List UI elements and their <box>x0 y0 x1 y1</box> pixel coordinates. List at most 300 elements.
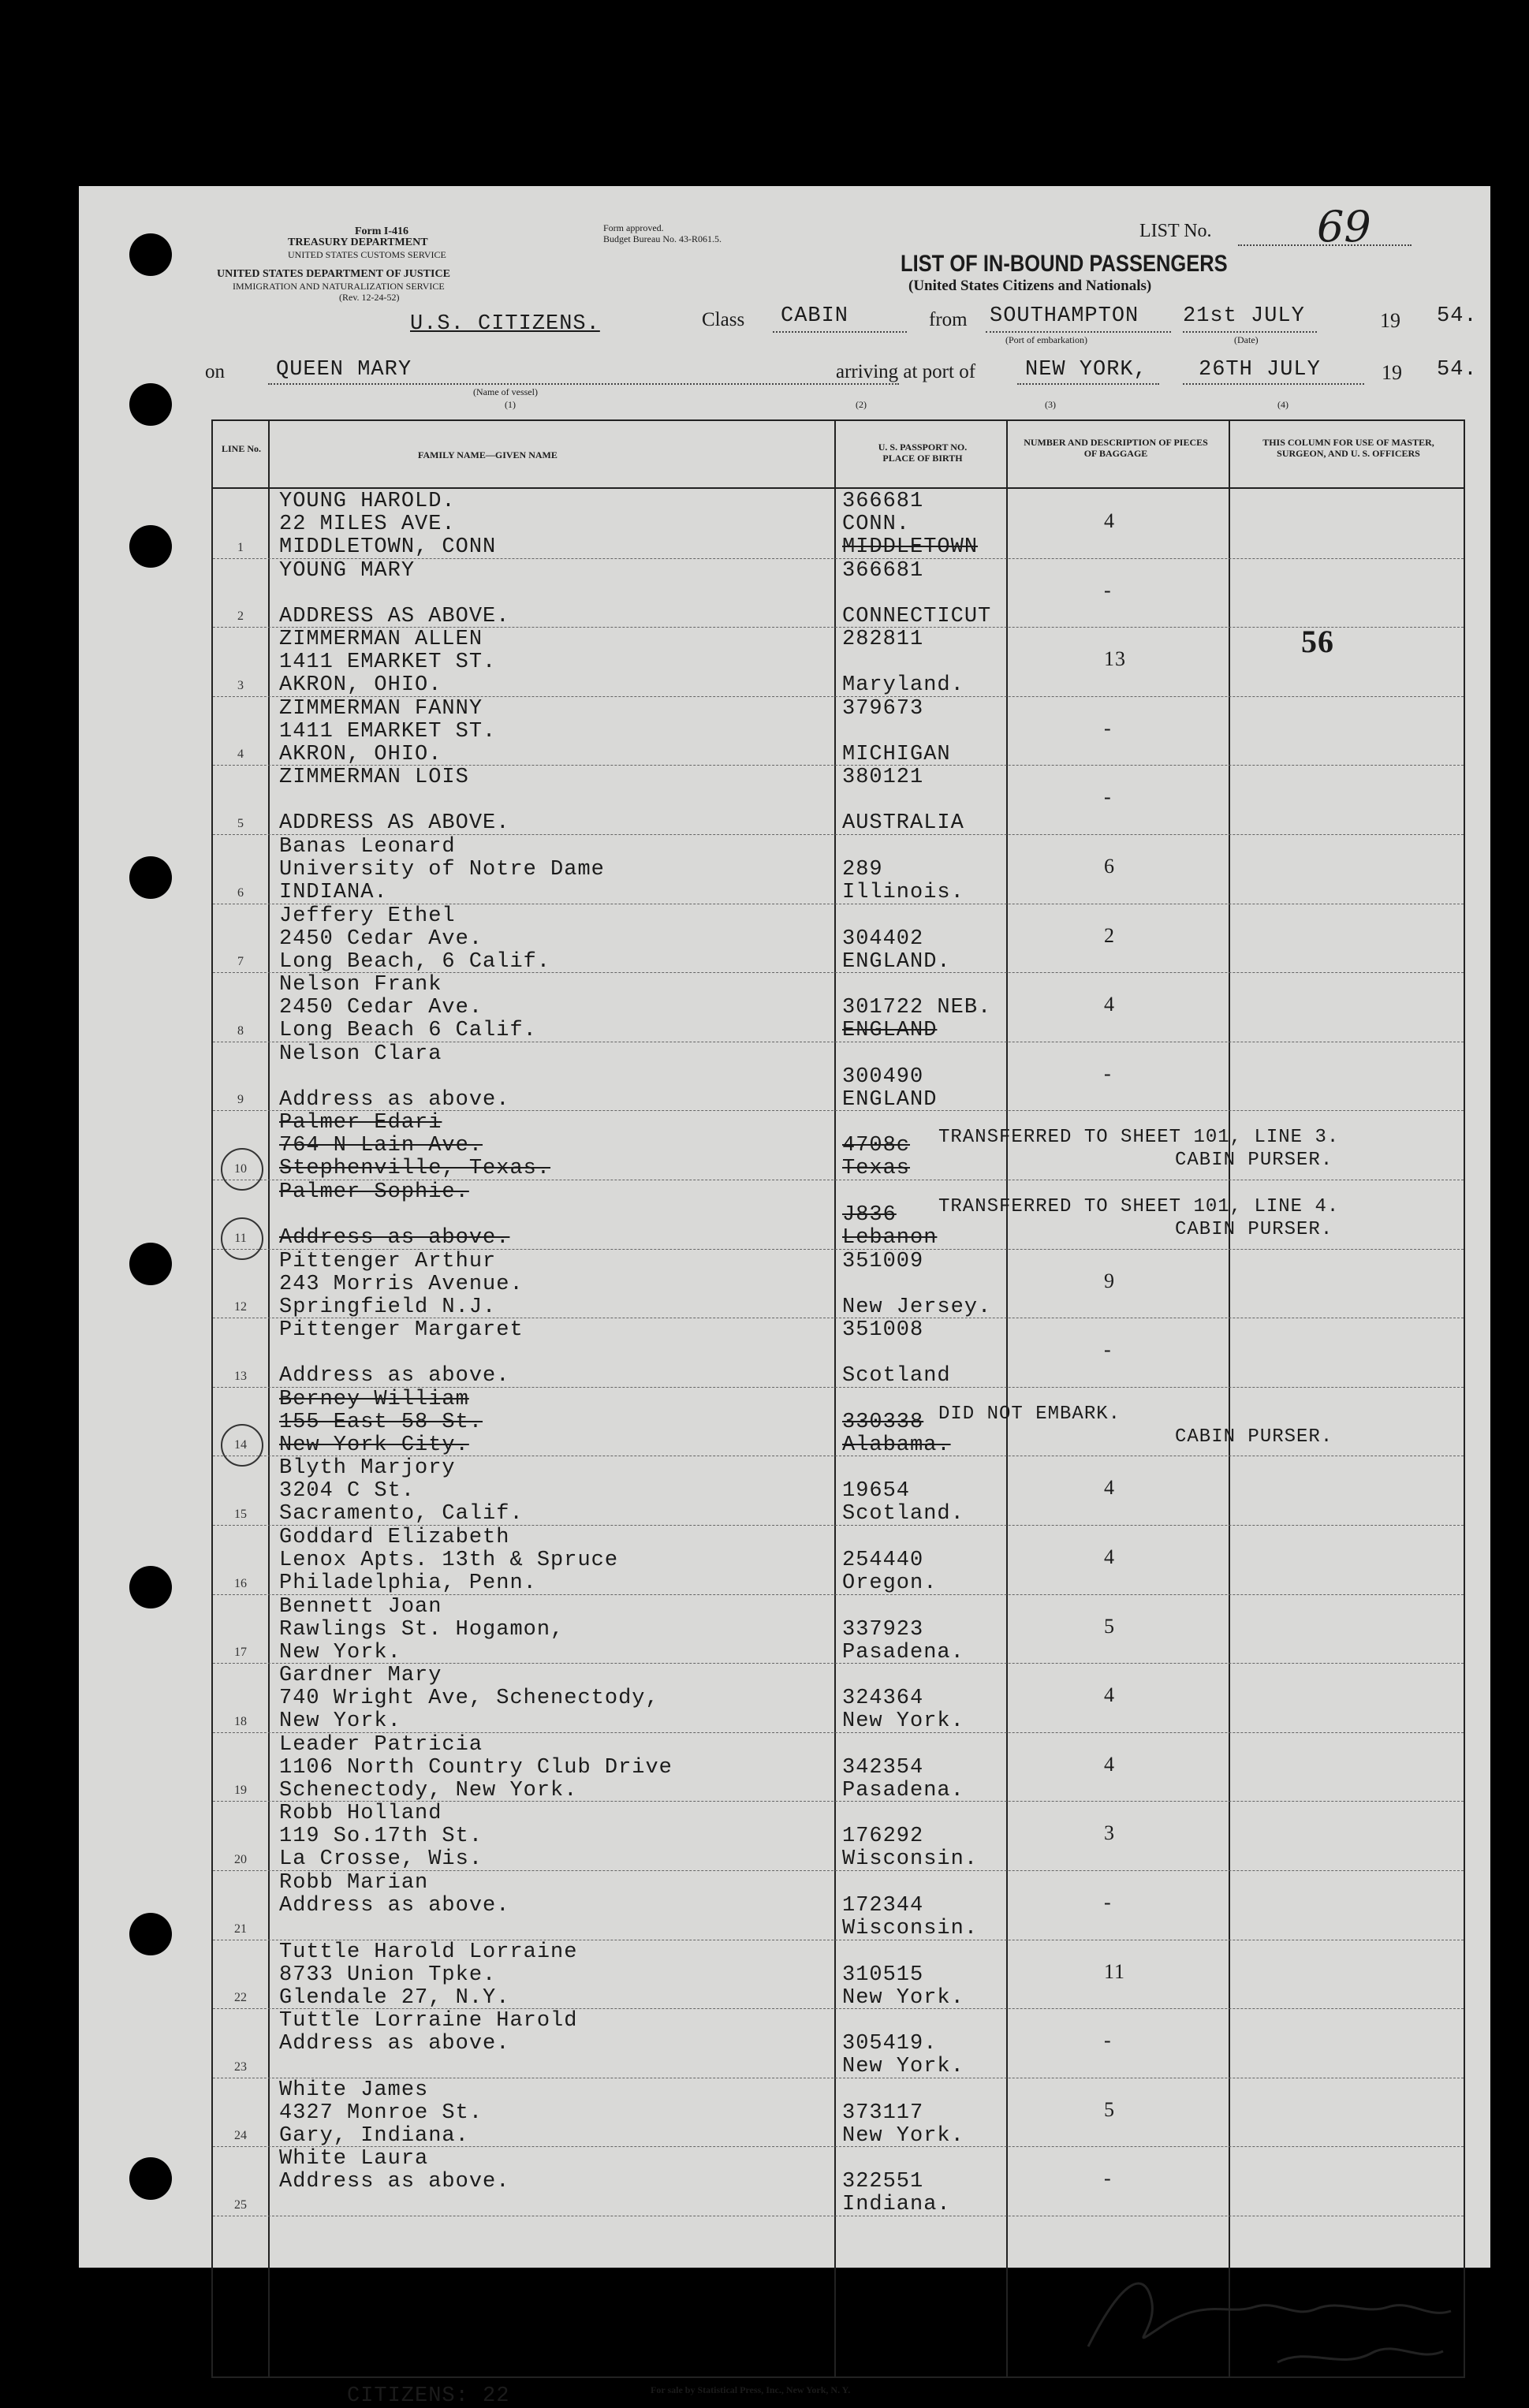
passport-line: 373117 <box>842 2100 924 2125</box>
passenger-entry-line: Banas Leonard <box>279 835 456 859</box>
passenger-entry-line <box>279 1204 509 1227</box>
line-number: 5 <box>237 816 244 830</box>
passport-birthplace <box>842 1043 937 1112</box>
port-embark-caption: (Port of embarkation) <box>1005 334 1087 345</box>
passenger-entry <box>279 1112 550 1180</box>
passport-line: 304402 <box>842 926 924 951</box>
table-row <box>213 1525 1464 1595</box>
passport-line: AUSTRALIA <box>842 811 964 836</box>
table-row <box>213 1387 1464 1457</box>
col-officers: THIS COLUMN FOR USE OF MASTER, SURGEON, AND U. S. OFFICERS <box>1262 437 1434 459</box>
vessel-caption: (Name of vessel) <box>473 386 538 397</box>
passenger-entry-line: 3204 C St. <box>279 1479 416 1504</box>
baggage-count: 11 <box>1104 1959 1126 1983</box>
passenger-entry-line: ZIMMERMAN ALLEN <box>279 628 483 652</box>
on-label: on <box>205 361 225 382</box>
caption-n1: (1) <box>505 399 516 410</box>
punch-hole <box>129 1243 172 1285</box>
passenger-entry-line: White James <box>279 2078 429 2102</box>
baggage-count: 5 <box>1104 1614 1115 1638</box>
passenger-entry-line: 8733 Union Tpke. <box>279 1963 497 1987</box>
line-number: 2 <box>237 609 244 624</box>
passenger-entry-line: INDIANA. <box>279 881 388 904</box>
table-row <box>213 1663 1464 1733</box>
class-value: CABIN <box>781 304 849 328</box>
line-number: 24 <box>234 2129 247 2143</box>
passport-line <box>842 1526 937 1549</box>
line-number: 19 <box>234 1784 247 1798</box>
passenger-entry-line <box>279 789 509 812</box>
passport-line <box>842 721 951 744</box>
passenger-entry <box>279 1872 509 1940</box>
budget-bureau: Budget Bureau No. 43-R061.5. <box>603 233 722 244</box>
passport-line: 380121 <box>842 766 924 790</box>
passenger-entry <box>279 1181 509 1250</box>
table-row <box>213 1594 1464 1664</box>
line-number: 23 <box>234 2059 247 2074</box>
caption-n2: (2) <box>856 399 867 410</box>
passenger-entry <box>279 905 550 974</box>
passenger-entry <box>279 2079 483 2148</box>
passenger-entry-line: Glendale 27, N.Y. <box>279 1985 510 2010</box>
passenger-entry-line: Stephenville, Texas. <box>279 1157 551 1181</box>
passport-line <box>842 1802 978 1825</box>
passenger-entry-line: Jeffery Ethel <box>279 904 456 928</box>
baggage-count: - <box>1104 1338 1112 1362</box>
passenger-entry <box>279 1457 524 1526</box>
passenger-entry <box>279 1526 618 1595</box>
passenger-table <box>211 419 1465 2378</box>
punch-hole <box>129 1913 172 1955</box>
dept-treasury: TREASURY DEPARTMENT <box>288 237 428 248</box>
passport-line: 282811 <box>842 628 924 652</box>
passport-line <box>842 1181 937 1204</box>
table-row <box>213 2146 1464 2216</box>
line-number: 1 <box>237 540 244 554</box>
passport-line: 322551 <box>842 2170 924 2194</box>
passport-line <box>842 1043 937 1066</box>
line-number: 15 <box>234 1507 247 1521</box>
passenger-entry-line: Sacramento, Calif. <box>279 1502 524 1526</box>
baggage-count: - <box>1104 785 1112 809</box>
passport-line: New Jersey. <box>842 1295 992 1319</box>
line-number: 14 <box>234 1438 247 1452</box>
passport-line <box>842 1389 951 1411</box>
baggage-count: 4 <box>1104 1752 1115 1776</box>
table-row <box>213 696 1464 766</box>
passenger-entry-line: AKRON, OHIO. <box>279 673 442 698</box>
line-number: 9 <box>237 1093 244 1107</box>
punch-hole <box>129 383 172 426</box>
officer-note: TRANSFERRED TO SHEET 101, LINE 3. CABIN PURSER. <box>938 1127 1340 1172</box>
passenger-entry-line: ADDRESS AS ABOVE. <box>279 604 510 628</box>
dept-justice: UNITED STATES DEPARTMENT OF JUSTICE <box>217 268 450 280</box>
passenger-entry-line: New York City. <box>279 1433 469 1457</box>
baggage-count: - <box>1104 1061 1112 1085</box>
passport-line: 172344 <box>842 1894 924 1918</box>
passport-birthplace <box>842 628 964 697</box>
passport-line: MIDDLETOWN <box>842 535 979 559</box>
line-number: 6 <box>237 885 244 900</box>
passport-line: 324364 <box>842 1687 924 1711</box>
passenger-entry-line: Philadelphia, Penn. <box>279 1571 537 1595</box>
passenger-entry-line: La Crosse, Wis. <box>279 1847 483 1872</box>
passport-line <box>842 789 964 812</box>
list-no-label: LIST No. <box>1139 221 1212 241</box>
vessel-name: QUEEN MARY <box>276 358 412 382</box>
passport-birthplace <box>842 2010 964 2078</box>
baggage-count: 4 <box>1104 509 1115 532</box>
passport-line <box>842 2079 964 2102</box>
passenger-entry-line: Pittenger Margaret <box>279 1318 524 1343</box>
table-row <box>213 1110 1464 1180</box>
dept-customs: UNITED STATES CUSTOMS SERVICE <box>288 249 446 260</box>
table-row <box>213 1318 1464 1388</box>
line-number: 25 <box>234 2197 247 2212</box>
passport-line <box>842 1273 991 1296</box>
passenger-entry-line: Long Beach 6 Calif. <box>279 1019 537 1043</box>
line-number: 4 <box>237 747 244 762</box>
passport-line: ENGLAND <box>842 1019 938 1043</box>
passport-line: 366681 <box>842 490 924 513</box>
baggage-count: 4 <box>1104 993 1115 1016</box>
passenger-entry-line: Nelson Frank <box>279 973 442 997</box>
passenger-entry-line: Long Beach, 6 Calif. <box>279 949 551 974</box>
passenger-entry <box>279 2148 509 2216</box>
passport-line: CONNECTICUT <box>842 604 992 628</box>
punch-hole <box>129 525 172 568</box>
passenger-entry <box>279 1941 577 2010</box>
baggage-count: 6 <box>1104 855 1115 878</box>
table-row <box>213 558 1464 628</box>
passport-line: 305419. <box>842 2032 938 2056</box>
line-number: 16 <box>234 1576 247 1590</box>
passenger-entry-line: 2450 Cedar Ave. <box>279 996 483 1020</box>
passport-line: ENGLAND <box>842 1087 938 1112</box>
passport-birthplace <box>842 1389 951 1457</box>
table-row <box>213 1870 1464 1940</box>
passenger-entry-line: Rawlings St. Hogamon, <box>279 1617 565 1642</box>
passenger-entry <box>279 1734 673 1802</box>
baggage-count: - <box>1104 2167 1112 2190</box>
passport-line <box>842 2148 951 2171</box>
from-label: from <box>929 309 968 330</box>
passport-line: 366681 <box>842 558 924 583</box>
passenger-entry-line: Pittenger Arthur <box>279 1249 497 1273</box>
passenger-entry-line <box>279 2056 577 2078</box>
passenger-entry <box>279 1802 483 1871</box>
passenger-entry-line: 243 Morris Avenue. <box>279 1272 524 1296</box>
passport-line: Alabama. <box>842 1433 951 1457</box>
passenger-entry-line: New York. <box>279 1709 401 1734</box>
passport-line <box>842 1734 964 1757</box>
table-row <box>213 1042 1464 1112</box>
table-row <box>213 972 1464 1042</box>
passenger-entry-line: 1411 EMARKET ST. <box>279 650 497 675</box>
passport-line: 4708c <box>842 1134 911 1158</box>
baggage-count: 2 <box>1104 923 1115 947</box>
table-row <box>213 834 1464 904</box>
passenger-entry <box>279 1043 509 1112</box>
passenger-entry-line: Address as above. <box>279 2032 510 2056</box>
table-row <box>213 624 1464 698</box>
baggage-count: - <box>1104 1891 1112 1914</box>
line-number: 20 <box>234 1852 247 1866</box>
passenger-entry-line: Palmer Edari <box>279 1111 442 1135</box>
passport-line <box>842 974 991 997</box>
passport-line: 310515 <box>842 1963 924 1987</box>
passenger-entry-line: MIDDLETOWN, CONN <box>279 535 497 559</box>
passport-line: 254440 <box>842 1549 924 1572</box>
passenger-entry-line: Address as above. <box>279 2170 510 2194</box>
table-row <box>213 904 1464 974</box>
line-number: 22 <box>234 1991 247 2005</box>
baggage-count: 4 <box>1104 1683 1115 1707</box>
passport-line: 330338 <box>842 1410 924 1434</box>
passport-line <box>842 651 964 674</box>
passenger-entry-line: Tuttle Harold Lorraine <box>279 1940 578 1964</box>
passport-line <box>842 836 964 859</box>
passport-birthplace <box>842 560 991 628</box>
passport-line <box>842 1941 964 1964</box>
form-rev: (Rev. 12-24-52) <box>339 292 400 303</box>
passport-birthplace <box>842 2079 964 2148</box>
passport-line: 301722 NEB. <box>842 996 992 1020</box>
passenger-entry-line: Leader Patricia <box>279 1732 483 1757</box>
passport-line: 351009 <box>842 1249 924 1273</box>
line-number: 21 <box>234 1922 247 1936</box>
passport-line: Scotland. <box>842 1502 964 1526</box>
passport-line: Lebanon <box>842 1226 938 1250</box>
passenger-entry-line: University of Notre Dame <box>279 858 605 882</box>
class-label: Class <box>702 309 745 330</box>
year-1: 54. <box>1437 304 1478 328</box>
passport-line: 19654 <box>842 1479 911 1504</box>
baggage-count: 4 <box>1104 1545 1115 1568</box>
passport-line: CONN. <box>842 513 911 536</box>
passport-birthplace <box>842 766 964 835</box>
passport-birthplace <box>842 490 978 559</box>
passport-line: MICHIGAN <box>842 742 951 766</box>
passenger-entry-line: YOUNG HAROLD. <box>279 490 456 513</box>
passenger-entry <box>279 1251 524 1319</box>
caption-n3: (3) <box>1045 399 1056 410</box>
table-row <box>213 489 1464 559</box>
depart-date: 21st JULY <box>1183 304 1305 328</box>
passport-line: 342354 <box>842 1755 924 1780</box>
passport-birthplace <box>842 905 951 974</box>
passport-line: Oregon. <box>842 1571 938 1595</box>
passenger-entry-line: White Laura <box>279 2147 429 2171</box>
line-number: 12 <box>234 1300 247 1314</box>
col-name: FAMILY NAME—GIVEN NAME <box>418 449 558 460</box>
passport-line: New York. <box>842 2123 964 2148</box>
baggage-count: 13 <box>1104 647 1126 671</box>
year-prefix-1: 19 <box>1380 309 1400 332</box>
passenger-entry-line: Address as above. <box>279 1364 510 1389</box>
passport-line <box>842 1664 964 1687</box>
passport-birthplace <box>842 1526 937 1595</box>
passport-line: Scotland <box>842 1364 951 1389</box>
passport-line: Wisconsin. <box>842 1847 979 1872</box>
baggage-count: 5 <box>1104 2097 1115 2121</box>
passenger-entry <box>279 1319 524 1388</box>
baggage-count: 4 <box>1104 1476 1115 1500</box>
passport-line: J836 <box>842 1203 897 1227</box>
passenger-entry <box>279 698 496 766</box>
passenger-entry <box>279 1596 564 1664</box>
passport-birthplace <box>842 1872 978 1940</box>
passport-line: Pasadena. <box>842 1640 964 1664</box>
table-row <box>213 765 1464 835</box>
passport-line: 337923 <box>842 1617 924 1642</box>
form-subtitle: (United States Citizens and Nationals) <box>908 278 1152 294</box>
baggage-count: - <box>1104 2029 1112 2052</box>
passport-birthplace <box>842 1457 964 1526</box>
passport-line <box>842 1457 964 1480</box>
manifest-sheet <box>79 186 1490 2408</box>
passenger-entry <box>279 836 605 904</box>
passport-birthplace <box>842 974 991 1042</box>
passenger-entry-line: Address as above. <box>279 1087 510 1112</box>
line-number: 8 <box>237 1023 244 1038</box>
printer-note: For sale by Statistical Press, Inc., New York, N. Y. <box>651 2384 851 2395</box>
passenger-entry <box>279 1389 483 1457</box>
passport-line <box>842 2010 964 2033</box>
officer-note: DID NOT EMBARK. CABIN PURSER. <box>938 1403 1333 1448</box>
year-2: 54. <box>1437 358 1478 382</box>
form-approved: Form approved. <box>603 222 664 233</box>
list-no: 69 <box>1317 202 1371 252</box>
passenger-entry-line: Robb Marian <box>279 1871 429 1895</box>
passenger-entry-line: 2450 Cedar Ave. <box>279 926 483 951</box>
passport-line: ENGLAND. <box>842 949 951 974</box>
passenger-entry-line: Schenectody, New York. <box>279 1778 578 1802</box>
passenger-entry <box>279 490 496 559</box>
col-line-no: LINE No. <box>221 443 261 454</box>
table-row <box>213 1456 1464 1526</box>
passenger-entry-line: Lenox Apts. 13th & Spruce <box>279 1549 619 1572</box>
passport-line: 379673 <box>842 696 924 721</box>
citizens-count: CITIZENS: 22 <box>347 2384 510 2408</box>
passport-line: 300490 <box>842 1064 924 1089</box>
passport-line <box>842 905 951 928</box>
col-passport: U. S. PASSPORT NO. PLACE OF BIRTH <box>878 442 968 464</box>
passport-line: New York. <box>842 1985 964 2010</box>
passport-birthplace <box>842 1941 964 2010</box>
baggage-count: - <box>1104 578 1112 602</box>
punch-hole <box>129 233 172 276</box>
passenger-entry <box>279 2010 577 2078</box>
passport-birthplace <box>842 2148 951 2216</box>
baggage-count: 9 <box>1104 1269 1115 1292</box>
passport-line <box>842 583 991 606</box>
passenger-entry-line: Goddard Elizabeth <box>279 1526 510 1549</box>
passport-line: Wisconsin. <box>842 1917 979 1940</box>
passport-line: 351008 <box>842 1318 924 1343</box>
passenger-entry <box>279 974 537 1042</box>
passport-line: Pasadena. <box>842 1778 964 1802</box>
arriving-label: arriving at port of <box>836 361 976 382</box>
passenger-entry-line <box>279 1066 509 1089</box>
passenger-entry-line <box>279 583 509 606</box>
passenger-entry-line <box>279 1342 524 1365</box>
passport-line: Illinois. <box>842 881 964 904</box>
form-title: LIST OF IN-BOUND PASSENGERS <box>901 251 1228 277</box>
passenger-entry-line: 764 N Lain Ave. <box>279 1134 483 1158</box>
passenger-entry <box>279 628 496 697</box>
date-caption: (Date) <box>1234 334 1259 345</box>
line-number: 18 <box>234 1714 247 1728</box>
passenger-entry-line <box>279 1918 509 1940</box>
passenger-entry-line: Palmer Sophie. <box>279 1180 469 1204</box>
punch-hole <box>129 1566 172 1608</box>
passenger-entry-line: AKRON, OHIO. <box>279 742 442 766</box>
passport-birthplace <box>842 1181 937 1250</box>
citizens-heading: U.S. CITIZENS. <box>410 312 600 336</box>
passenger-entry-line <box>279 2194 509 2216</box>
col-baggage: NUMBER AND DESCRIPTION OF PIECES OF BAGGAGE <box>1024 437 1208 459</box>
line-number: 7 <box>237 955 244 969</box>
table-row <box>213 1940 1464 2010</box>
passport-line <box>842 1872 978 1895</box>
line-number: 11 <box>234 1231 247 1245</box>
passenger-entry-line: Nelson Clara <box>279 1042 442 1066</box>
punch-hole <box>129 2157 172 2200</box>
arrival-port: NEW YORK, <box>1025 358 1147 382</box>
passenger-entry-line: Tuttle Lorraine Harold <box>279 2009 578 2033</box>
line-number: 3 <box>237 678 244 692</box>
passport-line: 176292 <box>842 1825 924 1849</box>
passenger-entry-line: Address as above. <box>279 1226 510 1250</box>
table-row <box>213 1180 1464 1250</box>
table-row <box>213 1801 1464 1871</box>
passenger-entry <box>279 766 509 835</box>
passenger-entry <box>279 1664 659 1733</box>
line-number: 10 <box>234 1161 247 1176</box>
year-prefix-2: 19 <box>1382 361 1402 384</box>
arrival-date: 26TH JULY <box>1199 358 1321 382</box>
passenger-entry-line: 740 Wright Ave, Schenectody, <box>279 1687 659 1711</box>
baggage-count: 3 <box>1104 1821 1115 1845</box>
punch-hole <box>129 856 172 899</box>
passenger-entry-line: Address as above. <box>279 1894 510 1918</box>
passenger-entry-line: 1411 EMARKET ST. <box>279 719 497 744</box>
passport-birthplace <box>842 1802 978 1871</box>
passenger-entry-line: ADDRESS AS ABOVE. <box>279 811 510 836</box>
baggage-count: - <box>1104 716 1112 740</box>
passport-birthplace <box>842 1664 964 1733</box>
passport-line: 289 <box>842 858 883 882</box>
table-row <box>213 1732 1464 1802</box>
passport-line: Maryland. <box>842 673 964 698</box>
passport-line <box>842 1342 951 1365</box>
passenger-entry-line: Blyth Marjory <box>279 1456 456 1481</box>
table-row <box>213 2008 1464 2078</box>
passenger-entry-line: 1106 North Country Club Drive <box>279 1755 673 1780</box>
passenger-entry-line: Berney William <box>279 1387 469 1411</box>
passenger-entry <box>279 560 509 628</box>
line-number: 17 <box>234 1646 247 1660</box>
table-row <box>213 1249 1464 1319</box>
passport-birthplace <box>842 1734 964 1802</box>
passport-line: Texas <box>842 1157 911 1181</box>
passport-birthplace <box>842 836 964 904</box>
table-row <box>213 2078 1464 2148</box>
line-number: 13 <box>234 1369 247 1383</box>
from-value: SOUTHAMPTON <box>990 304 1139 328</box>
officer-note: 56 <box>1301 624 1334 660</box>
